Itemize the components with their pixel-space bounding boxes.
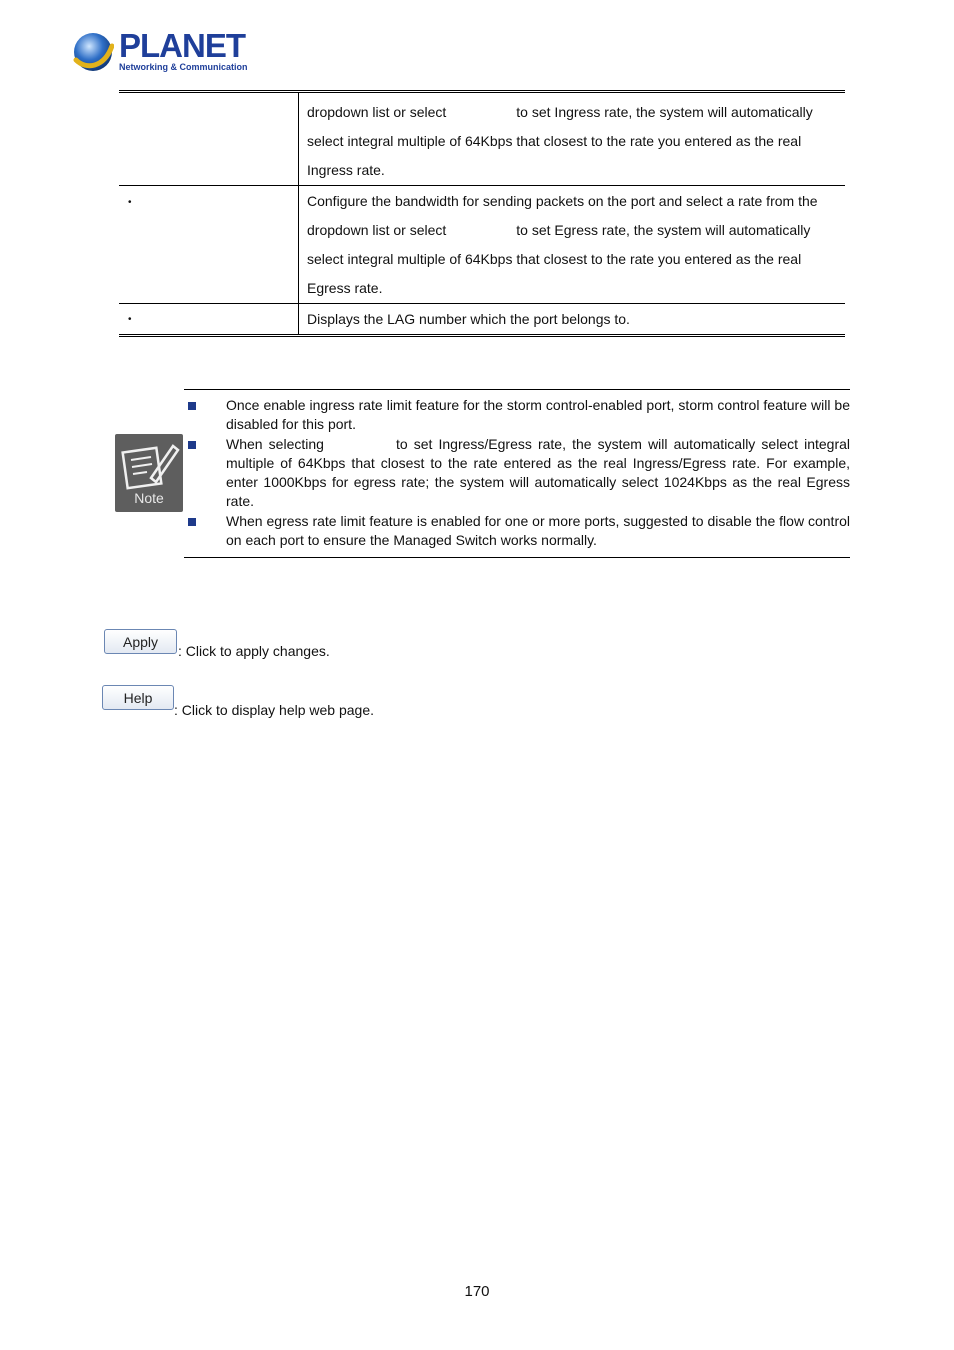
note-item: When egress rate limit feature is enabled for one or more ports, suggested to disable the flow control on each port to ensure the Managed Switch works normally. — [184, 512, 850, 550]
square-bullet-icon — [188, 518, 196, 526]
description-line: select integral multiple of 64Kbps that closest to the rate you entered as the real — [307, 251, 802, 267]
table-row — [119, 92, 845, 186]
description-line: dropdown list or select to set Ingress rate, the system will automatically — [307, 104, 813, 120]
note-icon — [115, 434, 183, 512]
pen-paper-icon — [115, 438, 183, 494]
description-line: Displays the LAG number which the port belongs to. — [307, 311, 630, 327]
apply-button[interactable]: Apply — [104, 629, 177, 654]
table-row — [119, 186, 845, 304]
note-box — [184, 389, 850, 558]
planet-logo — [72, 27, 248, 78]
globe-icon — [72, 30, 114, 74]
description-line: Configure the bandwidth for sending packets on the port and select a rate from the — [307, 193, 818, 209]
note-icon-label: Note — [134, 490, 164, 506]
table-row — [119, 304, 845, 336]
note-list — [184, 396, 850, 551]
page-number: 170 — [464, 1283, 490, 1300]
logo-text: PLANET — [119, 27, 245, 64]
description-cell — [299, 92, 846, 186]
parameter-description-table — [119, 90, 845, 337]
square-bullet-icon — [188, 441, 196, 449]
description-line: dropdown list or select to set Egress rate, the system will automatically — [307, 222, 811, 238]
description-cell — [299, 304, 846, 336]
note-item: Once enable ingress rate limit feature for the storm control-enabled port, storm control feature will be disabled for this port. — [184, 396, 850, 434]
logo-subtitle: Networking & Communication — [119, 62, 248, 72]
description-line: Ingress rate. — [307, 162, 385, 178]
note-item: When selecting to set Ingress/Egress rate, the system will automatically select integral multiple of 64Kbps that closest to the rate entered as the real Ingress/Egress rate. For example, enter 1000Kbps for egress rate; the system will automatically select 1024Kbps as the real Egress rate. — [184, 435, 850, 511]
parameter-cell — [119, 304, 299, 336]
bullet-dot: • — [128, 314, 132, 325]
description-line: select integral multiple of 64Kbps that closest to the rate you entered as the real — [307, 133, 802, 149]
square-bullet-icon — [188, 402, 196, 410]
parameter-cell — [119, 92, 299, 186]
description-line: Egress rate. — [307, 280, 383, 296]
apply-description: : Click to apply changes. — [178, 643, 330, 659]
help-description: : Click to display help web page. — [174, 702, 374, 718]
bullet-dot: • — [128, 197, 132, 208]
help-button[interactable]: Help — [102, 685, 174, 710]
parameter-cell — [119, 186, 299, 304]
description-cell — [299, 186, 846, 304]
